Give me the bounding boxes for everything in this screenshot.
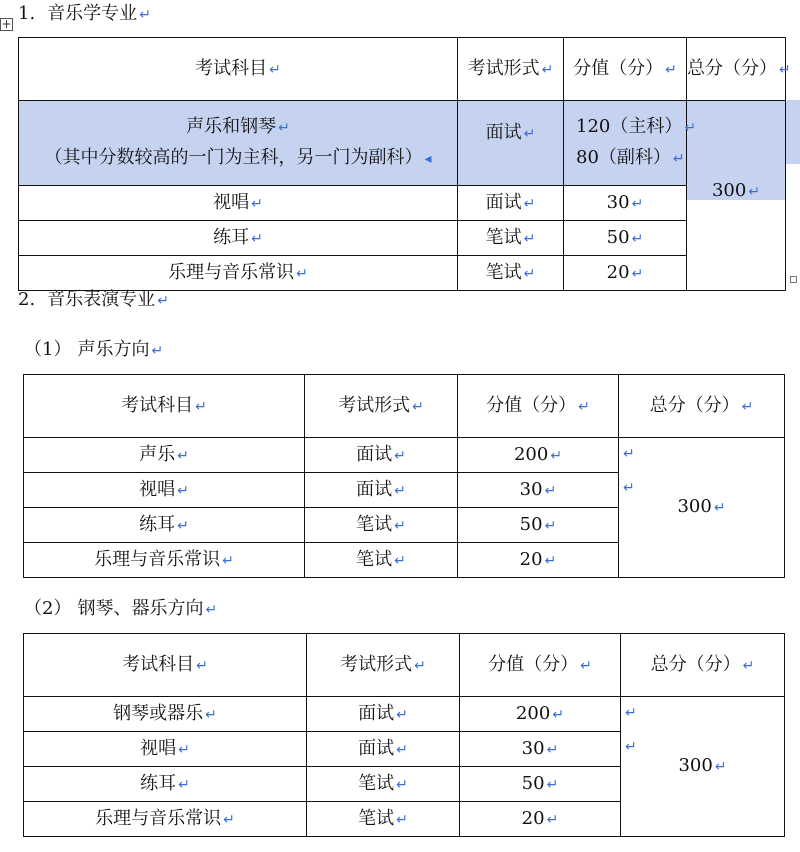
cell-text: 笔试 xyxy=(358,807,395,829)
header-score[interactable] xyxy=(458,375,619,438)
paragraph-mark-icon: ↵ xyxy=(625,705,637,721)
paragraph-mark-icon: ↵ xyxy=(552,706,565,723)
table-move-handle[interactable]: + xyxy=(1,17,12,31)
cell-text: 50 xyxy=(606,226,630,248)
table-row xyxy=(19,221,786,256)
cell-subject[interactable] xyxy=(24,543,305,578)
paragraph-mark-icon: ↵ xyxy=(157,293,169,309)
subject-note: （其中分数较高的一门为主科，另一门为副科） xyxy=(44,147,423,168)
table-row xyxy=(19,186,786,221)
cell-text: 200 xyxy=(515,702,551,724)
paragraph-mark-icon: ↵ xyxy=(748,184,761,200)
cell-form[interactable] xyxy=(307,732,460,767)
cell-form[interactable] xyxy=(307,767,460,802)
cell-score[interactable] xyxy=(458,438,619,473)
total-value: 300 xyxy=(677,496,712,517)
table-header-row xyxy=(19,38,786,101)
paragraph-mark-icon: ↵ xyxy=(623,446,635,462)
cell-text: 笔试 xyxy=(356,513,393,535)
cell-text: 总分（分） xyxy=(687,57,777,79)
paragraph-mark-icon: ↵ xyxy=(631,195,644,212)
cell-subject[interactable] xyxy=(24,473,305,508)
table-row xyxy=(24,438,785,473)
cell-text: 50 xyxy=(519,513,543,535)
paragraph-mark-icon: ↵ xyxy=(546,811,559,828)
cell-form[interactable] xyxy=(305,543,458,578)
cell-form[interactable] xyxy=(458,186,564,221)
music-studies-exam-table xyxy=(18,37,791,291)
header-subject[interactable] xyxy=(19,38,458,101)
header-total[interactable] xyxy=(619,375,785,438)
cell-form[interactable] xyxy=(307,802,460,837)
piano-instrument-exam-table xyxy=(23,633,785,837)
cell-total[interactable] xyxy=(619,438,785,578)
cell-subject[interactable] xyxy=(24,732,307,767)
cell-text: 20 xyxy=(519,548,543,570)
paragraph-mark-icon: ↵ xyxy=(631,230,644,247)
total-value: 300 xyxy=(678,755,713,776)
cell-form[interactable] xyxy=(458,101,564,186)
cell-text: 30 xyxy=(519,478,543,500)
cell-text: 30 xyxy=(606,191,630,213)
cell-text: 乐理与音乐常识 xyxy=(168,261,295,283)
paragraph-mark-icon: ↵ xyxy=(546,741,559,758)
cell-total[interactable] xyxy=(687,101,786,291)
paragraph-mark-icon: ↵ xyxy=(742,657,755,674)
cell-text: 笔试 xyxy=(485,226,522,248)
cell-text: 练耳 xyxy=(213,226,250,248)
table-row xyxy=(19,101,786,186)
paragraph-mark-icon: ↵ xyxy=(151,343,164,359)
header-total[interactable] xyxy=(687,38,791,101)
paragraph-mark-icon: ↵ xyxy=(296,265,308,282)
paragraph-mark-icon: ↵ xyxy=(178,776,190,793)
paragraph-mark-icon: ↵ xyxy=(394,552,406,569)
cell-text: 钢琴或器乐 xyxy=(113,702,204,724)
cell-text: 乐理与音乐常识 xyxy=(95,807,222,829)
paragraph-mark-icon: ↵ xyxy=(251,195,263,212)
paragraph-mark-icon: ↵ xyxy=(196,657,208,674)
header-form[interactable] xyxy=(307,634,460,697)
cell-subject[interactable] xyxy=(19,186,458,221)
cell-form[interactable] xyxy=(458,256,564,291)
subsection-number: （1） xyxy=(24,339,72,360)
header-subject[interactable] xyxy=(24,375,305,438)
paragraph-mark-icon: ↵ xyxy=(544,482,557,499)
header-form[interactable] xyxy=(458,38,564,101)
subsection-title: 钢琴、器乐方向 xyxy=(77,598,204,619)
cell-text: 面试 xyxy=(356,478,393,500)
cell-form[interactable] xyxy=(307,697,460,732)
cell-text: 考试科目 xyxy=(121,394,194,416)
cell-score[interactable] xyxy=(460,697,621,732)
paragraph-mark-icon: ↵ xyxy=(741,398,754,415)
paragraph-mark-icon: ↵ xyxy=(394,482,406,499)
cell-score[interactable] xyxy=(460,732,621,767)
cell-text: 笔试 xyxy=(356,548,393,570)
table-header-row xyxy=(24,634,785,697)
cell-subject[interactable] xyxy=(24,802,307,837)
cell-text: 练耳 xyxy=(140,772,177,794)
cell-text: 20 xyxy=(521,807,545,829)
cell-text: 30 xyxy=(521,737,545,759)
cell-text: 面试 xyxy=(356,443,393,465)
cell-subject[interactable] xyxy=(24,697,307,732)
header-score[interactable] xyxy=(460,634,621,697)
paragraph-mark-icon: ↵ xyxy=(177,482,189,499)
subject-name: 声乐和钢琴 xyxy=(186,116,277,137)
cell-text: 总分（分） xyxy=(650,653,741,675)
paragraph-mark-icon: ↵ xyxy=(205,602,218,618)
cell-subject[interactable] xyxy=(19,256,458,291)
cell-subject[interactable] xyxy=(24,508,305,543)
cell-text: 笔试 xyxy=(358,772,395,794)
paragraph-mark-icon: ↵ xyxy=(544,517,557,534)
paragraph-mark-icon: ↵ xyxy=(714,759,727,775)
paragraph-mark-icon: ↵ xyxy=(523,126,536,142)
paragraph-mark-icon: ↵ xyxy=(178,741,190,758)
paragraph-mark-icon: ↵ xyxy=(523,230,536,247)
paragraph-mark-icon: ↵ xyxy=(269,61,281,78)
selection-highlight xyxy=(785,100,800,164)
paragraph-mark-icon: ↵ xyxy=(779,61,791,78)
cell-score[interactable] xyxy=(460,767,621,802)
cell-text: 考试形式 xyxy=(467,57,540,79)
table-row xyxy=(19,256,786,291)
paragraph-mark-icon: ↵ xyxy=(713,500,726,516)
table-row xyxy=(24,697,785,732)
cell-subject[interactable] xyxy=(19,221,458,256)
section-1-heading xyxy=(18,2,151,27)
paragraph-mark-icon: ◂ xyxy=(424,151,432,167)
paragraph-mark-icon: ↵ xyxy=(251,230,263,247)
paragraph-mark-icon: ↵ xyxy=(544,552,557,569)
section-1-number: 1. xyxy=(18,3,36,24)
cell-text: 笔试 xyxy=(485,261,522,283)
paragraph-mark-icon: ↵ xyxy=(223,811,235,828)
cell-score[interactable] xyxy=(564,256,687,291)
table-resize-handle[interactable] xyxy=(790,276,797,283)
cell-text: 分值（分） xyxy=(486,394,577,416)
cell-text: 面试 xyxy=(485,191,522,213)
cell-text: 考试形式 xyxy=(340,653,413,675)
header-form[interactable] xyxy=(305,375,458,438)
subsection-vocal-heading xyxy=(24,338,163,363)
cell-text: 考试科目 xyxy=(195,57,268,79)
paragraph-mark-icon: ↵ xyxy=(684,120,697,136)
subsection-piano-heading xyxy=(24,597,217,622)
cell-form[interactable] xyxy=(305,508,458,543)
paragraph-mark-icon: ↵ xyxy=(396,741,408,758)
paragraph-mark-icon: ↵ xyxy=(631,265,644,282)
cell-text: 总分（分） xyxy=(649,394,740,416)
section-1-title: 音乐学专业 xyxy=(47,3,138,24)
cell-text: 分值（分） xyxy=(573,57,664,79)
cell-text: 声乐 xyxy=(139,443,176,465)
cell-text: 视唱 xyxy=(139,478,176,500)
paragraph-mark-icon: ↵ xyxy=(665,61,677,78)
vocal-exam-table xyxy=(23,374,785,578)
cell-form[interactable] xyxy=(305,473,458,508)
paragraph-mark-icon: ↵ xyxy=(625,739,637,755)
paragraph-mark-icon: ↵ xyxy=(523,265,536,282)
subsection-number: （2） xyxy=(24,598,72,619)
paragraph-mark-icon: ↵ xyxy=(177,447,189,464)
cell-text: 乐理与音乐常识 xyxy=(94,548,221,570)
cell-score[interactable] xyxy=(458,508,619,543)
cell-score[interactable] xyxy=(458,473,619,508)
cell-score[interactable] xyxy=(460,802,621,837)
cell-text: 200 xyxy=(513,443,549,465)
paragraph-mark-icon: ↵ xyxy=(623,480,635,496)
paragraph-mark-icon: ↵ xyxy=(396,776,408,793)
cell-text: 分值（分） xyxy=(488,653,579,675)
paragraph-mark-icon: ↵ xyxy=(205,706,217,723)
paragraph-mark-icon: ↵ xyxy=(394,447,406,464)
score-minor: 80（副科） xyxy=(576,147,671,168)
cell-total[interactable] xyxy=(621,697,785,837)
section-2-title: 音乐表演专业 xyxy=(47,289,156,310)
paragraph-mark-icon: ↵ xyxy=(523,195,536,212)
cell-form[interactable] xyxy=(305,438,458,473)
cell-text: 20 xyxy=(606,261,630,283)
paragraph-mark-icon: ↵ xyxy=(578,398,590,415)
cell-subject[interactable] xyxy=(24,767,307,802)
paragraph-mark-icon: ↵ xyxy=(412,398,424,415)
cell-text: 视唱 xyxy=(140,737,177,759)
header-score[interactable] xyxy=(564,38,687,101)
paragraph-mark-icon: ↵ xyxy=(414,657,426,674)
paragraph-mark-icon: ↵ xyxy=(396,811,408,828)
paragraph-mark-icon: ↵ xyxy=(139,7,151,23)
cell-subject[interactable] xyxy=(24,438,305,473)
cell-text: 视唱 xyxy=(213,191,250,213)
cell-text: 面试 xyxy=(358,702,395,724)
cell-text: 练耳 xyxy=(139,513,176,535)
cell-score[interactable] xyxy=(458,543,619,578)
score-main: 120（主科） xyxy=(576,116,683,137)
cell-score[interactable] xyxy=(564,186,687,221)
section-2-heading xyxy=(18,288,169,313)
total-value: 300 xyxy=(711,180,747,201)
cell-text: 面试 xyxy=(485,122,522,143)
paragraph-mark-icon: ↵ xyxy=(550,447,563,464)
cell-text: 考试科目 xyxy=(122,653,195,675)
header-subject[interactable] xyxy=(24,634,307,697)
paragraph-mark-icon: ↵ xyxy=(222,552,234,569)
paragraph-mark-icon: ↵ xyxy=(396,706,408,723)
paragraph-mark-icon: ↵ xyxy=(541,61,554,78)
cell-score[interactable] xyxy=(564,101,697,186)
table-header-row xyxy=(24,375,785,438)
header-total[interactable] xyxy=(621,634,785,697)
cell-text: 考试形式 xyxy=(338,394,411,416)
paragraph-mark-icon: ↵ xyxy=(177,517,189,534)
paragraph-mark-icon: ↵ xyxy=(580,657,592,674)
cell-score[interactable] xyxy=(564,221,687,256)
section-2-number: 2. xyxy=(18,289,36,310)
paragraph-mark-icon: ↵ xyxy=(672,151,685,167)
paragraph-mark-icon: ↵ xyxy=(278,120,290,136)
cell-text: 面试 xyxy=(358,737,395,759)
cell-subject[interactable] xyxy=(19,101,458,186)
cell-text: 50 xyxy=(521,772,545,794)
cell-form[interactable] xyxy=(458,221,564,256)
paragraph-mark-icon: ↵ xyxy=(546,776,559,793)
subsection-title: 声乐方向 xyxy=(77,339,150,360)
paragraph-mark-icon: ↵ xyxy=(394,517,406,534)
paragraph-mark-icon: ↵ xyxy=(195,398,207,415)
